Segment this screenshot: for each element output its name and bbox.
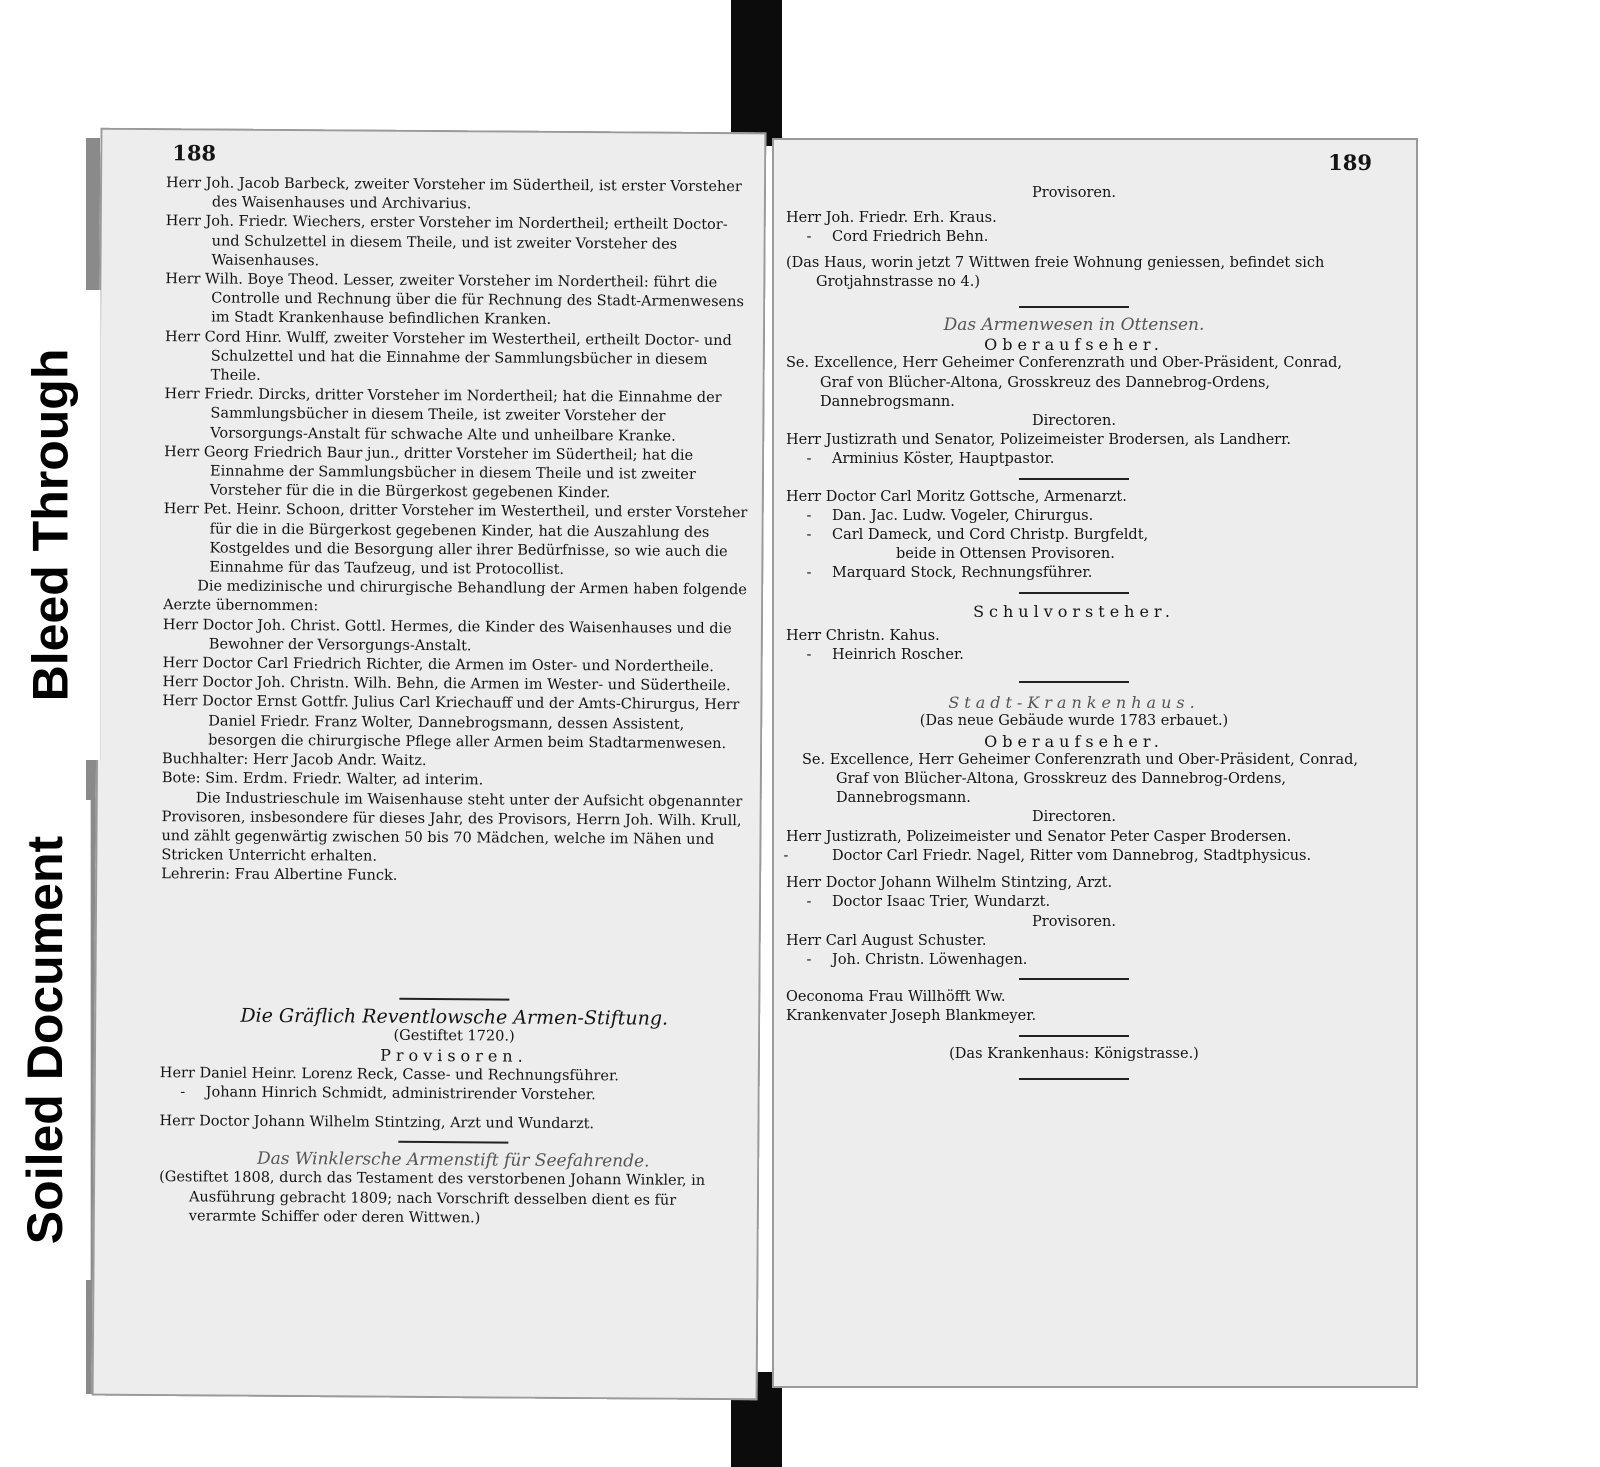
list-item: Doctor Carl Friedr. Nagel, Ritter vom Dannebrog, Stadtphysicus. bbox=[832, 847, 1312, 864]
subheading: Directoren. bbox=[1032, 413, 1116, 430]
list-item: Herr Justizrath, Polizeimeister und Senator Peter Casper Brodersen. bbox=[786, 828, 1292, 845]
intro-text: Die medizinische und chirurgische Behandlung der Armen haben folgende Aerzte übernommen: bbox=[163, 578, 747, 615]
ditto-mark: - bbox=[806, 647, 812, 664]
list-item: Doctor Isaac Trier, Wundarzt. bbox=[832, 894, 1051, 911]
left-page bbox=[92, 128, 767, 1401]
list-item: Herr Doctor Joh. Christn. Wilh. Behn, die Armen im Wester- und Südertheile. bbox=[162, 674, 731, 695]
list-item: Herr Doctor Ernst Gottfr. Julius Carl Kriechauff und der Amts-Chirurgus, Herr Daniel Friedr. Franz Wolter, Dannebrogsmann, dessen Assistent, besorgen die chirurgische Pflege aller Armen beim Stadtarmenwesen. bbox=[162, 693, 740, 752]
list-item: Herr Doctor Joh. Christ. Gottl. Hermes, die Kinder des Waisenhauses und die Bewohner der Versorgungs-Anstalt. bbox=[162, 616, 732, 655]
bleed-through-label: Bleed Through bbox=[0, 290, 101, 760]
list-item: Cord Friedrich Behn. bbox=[832, 229, 989, 246]
ditto-mark: - bbox=[806, 527, 812, 544]
stiftung-section bbox=[93, 988, 761, 1231]
right-page bbox=[772, 138, 1418, 1388]
hospital-note: (Das Krankenhaus: Königstrasse.) bbox=[949, 1045, 1199, 1062]
list-item: Herr Doctor Johann Wilhelm Stintzing, Arzt und Wundarzt. bbox=[159, 1113, 595, 1133]
industrieschule-text: Die Industrieschule im Waisenhause steht unter der Aufsicht obgenannter Provisoren, insbesondere für dieses Jahr, des Provisors, Herrn Joh. Wilh. Krull, und zählt gegenwärtig zwischen 50 bis 70 Mädchen, welche im Nähen und Stricken Unterricht erhalten. bbox=[161, 789, 743, 865]
list-item: Herr Wilh. Boye Theod. Lesser, zweiter Vorsteher im Nordertheil: führt die Controlle und Rechnung über die für Rechnung des Stadt-Armenwesens im Stadt Krankenhause befindlichen Kranken. bbox=[165, 271, 745, 329]
section-title: Das Armenwesen in Ottensen. bbox=[943, 315, 1205, 336]
list-item: Joh. Christn. Löwenhagen. bbox=[832, 951, 1028, 968]
list-item: Heinrich Roscher. bbox=[832, 647, 964, 664]
right-content bbox=[772, 184, 1418, 1088]
subheading: Oberaufseher. bbox=[984, 731, 1164, 751]
subheading: Provisoren. bbox=[1032, 913, 1116, 930]
list-item: Herr Georg Friedrich Baur jun., dritter Vorsteher im Südertheil; hat die Einnahme der Sammlungsbücher in diesem Theile und ist zweiter Vorsteher für die in die Bürgerkost gegebenen Kinder. bbox=[164, 443, 696, 502]
lehrerin: Lehrerin: Frau Albertine Funck. bbox=[161, 866, 398, 885]
subheading: Schulvorsteher. bbox=[973, 601, 1175, 621]
ditto-mark: - bbox=[806, 451, 812, 468]
subheading: Provisoren. bbox=[1032, 185, 1116, 201]
ditto-mark: - bbox=[783, 847, 789, 864]
winkler-text: (Gestiftet 1808, durch das Testament des verstorbenen Johann Winkler, in Ausführung gebracht 1809; nach Vorschrift desselben dient es für verarmte Schiffer oder deren Wittwen.) bbox=[159, 1169, 706, 1227]
book-spine-top bbox=[731, 0, 782, 146]
divider bbox=[1019, 1035, 1129, 1037]
house-note: (Das Haus, worin jetzt 7 Wittwen freie Wohnung geniessen, befindet sich Grotjahnstrasse no 4.) bbox=[786, 254, 1325, 290]
list-item: Herr Pet. Heinr. Schoon, dritter Vorsteher im Westertheil, und erster Vorsteher für die in die Bürgerkost gegebenen Kinder, hat die Auszahlung des Kostgeldes und die Besorgung aller ihrer Bedürfnisse, so wie auch die Einnahme für das Taufzeug, und ist Protocollist. bbox=[163, 501, 748, 579]
subheading: Directoren. bbox=[1032, 809, 1116, 826]
divider bbox=[1019, 592, 1129, 594]
list-item: Dan. Jac. Ludw. Vogeler, Chirurgus. bbox=[832, 507, 1094, 524]
ditto-mark: - bbox=[806, 565, 812, 582]
list-item: Herr Daniel Heinr. Lorenz Reck, Casse- und Rechnungsführer. bbox=[159, 1064, 619, 1084]
ditto-mark: - bbox=[806, 894, 812, 911]
page-number: 188 bbox=[172, 140, 217, 166]
list-item: Arminius Köster, Hauptpastor. bbox=[832, 451, 1055, 468]
list-item: beide in Ottensen Provisoren. bbox=[896, 546, 1115, 563]
subheading: Provisoren. bbox=[380, 1046, 528, 1067]
list-item: Oeconoma Frau Willhöfft Ww. bbox=[786, 989, 1006, 1006]
section-title: Das Winklersche Armenstift für Seefahrende. bbox=[256, 1149, 650, 1172]
divider bbox=[399, 998, 509, 1001]
list-item: Herr Friedr. Dircks, dritter Vorsteher im Nordertheil; hat die Einnahme der Sammlungsbücher in diesem Theile, ist zweiter Vorsteher der Vorsorgungs-Anstalt für schwache Alte und unheilbare Kranke. bbox=[164, 386, 722, 445]
list-item: Herr Joh. Friedr. Wiechers, erster Vorsteher im Nordertheil; ertheilt Doctor- und Schulzettel in diesem Theile, und ist zweiter Vorsteher des Waisenhauses. bbox=[165, 213, 728, 270]
oberaufseher-text: Se. Excellence, Herr Geheimer Conferenzrath und Ober-Präsident, Conrad, Graf von Blücher-Altona, Grosskreuz des Dannebrog-Ordens, Dannebrogsmann. bbox=[802, 751, 1358, 807]
divider bbox=[1019, 478, 1129, 480]
list-item: Herr Joh. Jacob Barbeck, zweiter Vorsteher im Südertheil, ist erster Vorsteher des Waisenhauses und Archivarius. bbox=[165, 175, 742, 213]
divider bbox=[1019, 306, 1129, 308]
section-subtitle: (Gestiftet 1720.) bbox=[393, 1027, 515, 1045]
section-title: Stadt-Krankenhaus. bbox=[948, 693, 1200, 713]
vorsteher-list bbox=[95, 174, 766, 889]
list-item: Herr Joh. Friedr. Erh. Kraus. bbox=[786, 210, 997, 227]
oberaufseher-text: Se. Excellence, Herr Geheimer Conferenzrath und Ober-Präsident, Conrad, Graf von Blücher-Altona, Grosskreuz des Dannebrog-Ordens, Dannebrogsmann. bbox=[786, 355, 1342, 410]
divider bbox=[1019, 1078, 1129, 1080]
list-item: Johann Hinrich Schmidt, administrirender Vorsteher. bbox=[205, 1084, 596, 1103]
ditto-mark: - bbox=[180, 1084, 186, 1101]
divider bbox=[1019, 978, 1129, 980]
ditto-mark: - bbox=[806, 951, 812, 968]
list-item: Herr Doctor Carl Friedrich Richter, die Armen im Oster- und Nordertheile. bbox=[162, 655, 714, 676]
buchhalter: Buchhalter: Herr Jacob Andr. Waitz. bbox=[161, 751, 427, 770]
list-item: Herr Christn. Kahus. bbox=[786, 627, 940, 644]
bote: Bote: Sim. Erdm. Friedr. Walter, ad interim. bbox=[161, 770, 484, 789]
section-subtitle: (Das neue Gebäude wurde 1783 erbauet.) bbox=[919, 713, 1229, 730]
list-item: Krankenvater Joseph Blankmeyer. bbox=[786, 1008, 1037, 1025]
ditto-mark: - bbox=[806, 507, 812, 524]
list-item: Herr Doctor Johann Wilhelm Stintzing, Arzt. bbox=[786, 875, 1113, 892]
list-item: Herr Justizrath und Senator, Polizeimeister Brodersen, als Landherr. bbox=[786, 432, 1292, 449]
section-title: Die Gräflich Reventlowsche Armen-Stiftung. bbox=[240, 1004, 669, 1030]
divider bbox=[398, 1141, 508, 1144]
list-item: Herr Cord Hinr. Wulff, zweiter Vorsteher im Westertheil, ertheilt Doctor- und Schulzettel und hat die Einnahme der Sammlungsbücher in diesem Theile. bbox=[164, 328, 732, 384]
list-item: Herr Doctor Carl Moritz Gottsche, Armenarzt. bbox=[786, 488, 1127, 505]
soiled-document-label: Soiled Document bbox=[0, 800, 91, 1280]
list-item: Marquard Stock, Rechnungsführer. bbox=[832, 565, 1093, 582]
list-item: Herr Carl August Schuster. bbox=[786, 932, 987, 949]
list-item: Carl Dameck, und Cord Christp. Burgfeldt, bbox=[832, 527, 1149, 544]
ditto-mark: - bbox=[806, 229, 812, 246]
page-number: 189 bbox=[1328, 150, 1372, 175]
divider bbox=[1019, 681, 1129, 683]
subheading: Oberaufseher. bbox=[984, 335, 1164, 355]
